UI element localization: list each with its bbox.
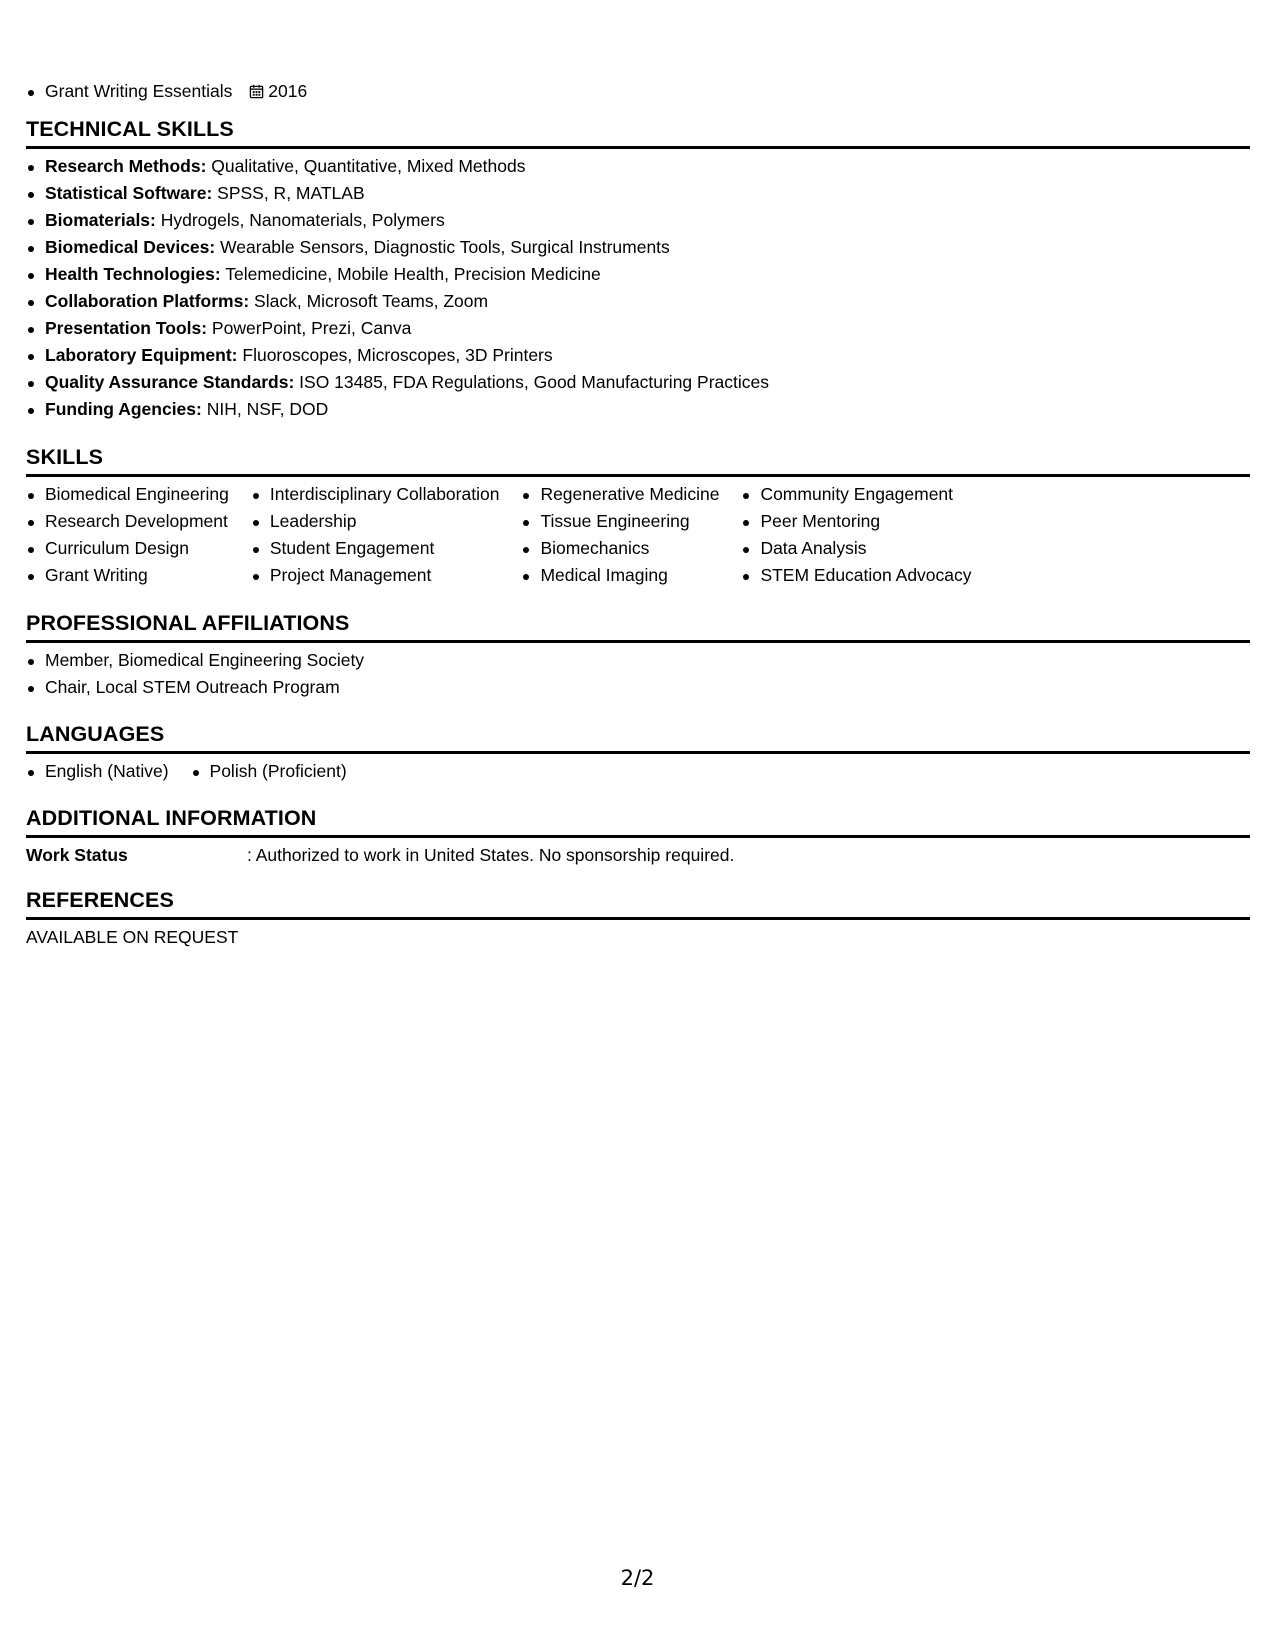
list-item: Research Development [26, 508, 229, 535]
list-item: Community Engagement [741, 481, 971, 508]
list-item: Member, Biomedical Engineering Society [26, 647, 1250, 674]
references-text: AVAILABLE ON REQUEST [26, 927, 239, 947]
list-item [26, 396, 1250, 423]
skills-column [26, 481, 229, 589]
skills-column [741, 481, 971, 589]
certification-item [26, 78, 307, 105]
list-item: English (Native) [26, 758, 169, 785]
affiliations-section [26, 608, 1250, 701]
list-item: Interdisciplinary Collaboration [251, 481, 500, 508]
certification-name: Grant Writing Essentials [45, 81, 233, 101]
list-item [26, 261, 1250, 288]
skill-value: NIH, NSF, DOD [201, 399, 329, 419]
references-heading: REFERENCES [26, 885, 1250, 920]
skill-label: Statistical Software: [45, 183, 213, 203]
list-item [26, 153, 1250, 180]
calendar-icon [249, 84, 264, 99]
skills-heading: SKILLS [26, 442, 1250, 477]
skill-label: Biomaterials: [45, 210, 156, 230]
list-item [26, 288, 1250, 315]
affiliations-heading: PROFESSIONAL AFFILIATIONS [26, 608, 1250, 643]
list-item [26, 369, 1250, 396]
technical-skills-heading: TECHNICAL SKILLS [26, 114, 1250, 149]
skill-value: Fluoroscopes, Microscopes, 3D Printers [237, 345, 553, 365]
skill-label: Collaboration Platforms: [45, 291, 250, 311]
list-item: Tissue Engineering [521, 508, 719, 535]
work-status-row [26, 842, 1250, 869]
work-status-label: Work Status [26, 845, 128, 865]
skill-label: Research Methods: [45, 156, 207, 176]
list-item: Grant Writing [26, 562, 229, 589]
list-item: Polish (Proficient) [191, 758, 347, 785]
list-item [26, 342, 1250, 369]
references-section [26, 885, 1250, 951]
work-status-value: : Authorized to work in United States. No sponsorship required. [247, 845, 735, 865]
skill-label: Quality Assurance Standards: [45, 372, 295, 392]
list-item: Student Engagement [251, 535, 500, 562]
languages-heading: LANGUAGES [26, 719, 1250, 754]
skills-grid [26, 481, 1250, 589]
list-item: Biomechanics [521, 535, 719, 562]
affiliations-list [26, 647, 1250, 701]
list-item: Curriculum Design [26, 535, 229, 562]
list-item: Leadership [251, 508, 500, 535]
list-item: Peer Mentoring [741, 508, 971, 535]
list-item [26, 315, 1250, 342]
list-item: STEM Education Advocacy [741, 562, 971, 589]
skills-section [26, 442, 1250, 589]
skill-value: Wearable Sensors, Diagnostic Tools, Surgical Instruments [215, 237, 670, 257]
skill-value: ISO 13485, FDA Regulations, Good Manufacturing Practices [294, 372, 769, 392]
skill-value: SPSS, R, MATLAB [212, 183, 365, 203]
list-item: Project Management [251, 562, 500, 589]
technical-skills-section [26, 114, 1250, 423]
list-item [26, 180, 1250, 207]
list-item [26, 234, 1250, 261]
skill-label: Health Technologies: [45, 264, 221, 284]
certification-list [26, 78, 307, 105]
skill-value: Hydrogels, Nanomaterials, Polymers [155, 210, 445, 230]
skill-label: Laboratory Equipment: [45, 345, 238, 365]
skill-label: Presentation Tools: [45, 318, 208, 338]
list-item: Medical Imaging [521, 562, 719, 589]
skills-column [521, 481, 719, 589]
certification-year: 2016 [268, 81, 308, 101]
skills-column [251, 481, 500, 589]
skill-value: Telemedicine, Mobile Health, Precision Medicine [220, 264, 601, 284]
languages-list [26, 758, 1250, 785]
list-item: Regenerative Medicine [521, 481, 719, 508]
list-item [26, 207, 1250, 234]
skill-value: Qualitative, Quantitative, Mixed Methods [206, 156, 526, 176]
additional-info-heading: ADDITIONAL INFORMATION [26, 803, 1250, 838]
list-item: Chair, Local STEM Outreach Program [26, 674, 1250, 701]
skill-value: PowerPoint, Prezi, Canva [207, 318, 412, 338]
technical-skills-list [26, 153, 1250, 423]
skill-value: Slack, Microsoft Teams, Zoom [249, 291, 489, 311]
page-number: 2/2 [620, 1566, 655, 1590]
languages-section [26, 719, 1250, 785]
skill-label: Biomedical Devices: [45, 237, 216, 257]
list-item: Biomedical Engineering [26, 481, 229, 508]
skill-label: Funding Agencies: [45, 399, 202, 419]
list-item: Data Analysis [741, 535, 971, 562]
additional-info-section [26, 803, 1250, 869]
